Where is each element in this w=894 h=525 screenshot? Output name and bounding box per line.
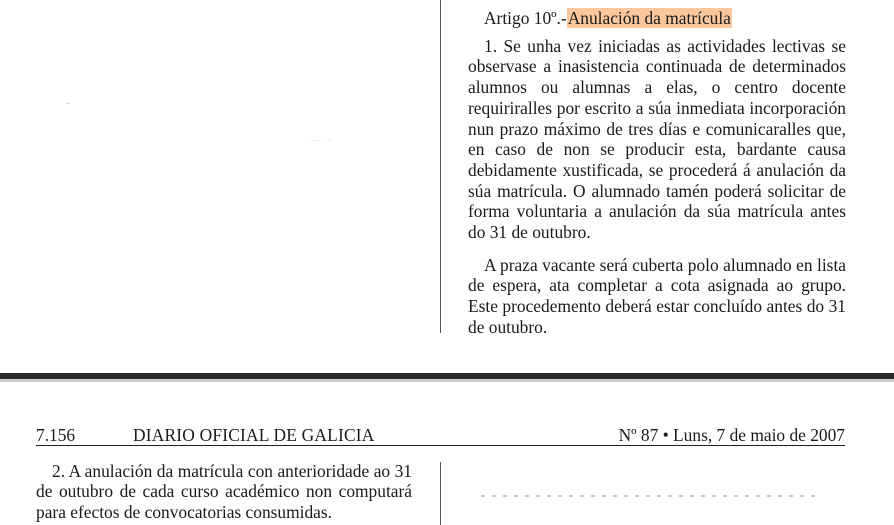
running-header: [36, 425, 845, 447]
header-page-number: 7.156: [36, 425, 76, 445]
column-divider: [440, 0, 441, 333]
column-divider-bottom: [440, 462, 441, 525]
faint-bleed-through-line: [481, 495, 821, 497]
article-number: Artigo 10º.-: [484, 8, 567, 28]
scan-speck: [66, 103, 69, 104]
faint-bleed-through-mark: ····· ··: [308, 137, 335, 145]
header-issue-date: Nº 87 • Luns, 7 de maio de 2007: [618, 425, 845, 445]
article-paragraph-2: A praza vacante será cuberta polo alumnado en lista de espera, ata completar a cota asignada ao grupo. Este procedemento deberá estar concluído antes do 31 de outubro.: [468, 254, 846, 337]
header-rule: [36, 445, 845, 446]
page-break-shadow: [0, 379, 894, 382]
article-paragraph-1: 1. Se unha vez iniciadas as actividades lectivas se observase a inasistencia continuada de determinados alumnos ou alumnas a elas, o centro docente requiriralles por escrito a súa inmediata incorporación nun prazo máximo de tres días e comunicaralles que, en caso de non se producir esta, bardante causa debidamente xustificada, se procederá á anulación da súa matrícula. O alumnado tamén poderá solicitar de forma voluntaria a anulación da súa matrícula antes do 31 de outubro.: [468, 35, 846, 243]
article-title-highlighted: Anulación da matrícula: [567, 8, 731, 28]
header-journal-name: DIARIO OFICIAL DE GALICIA: [133, 425, 375, 445]
article-10: [468, 8, 846, 338]
next-page-paragraph: 2. A anulación da matrícula con anterioridade ao 31 de outubro de cada curso académico non computará para efectos de convocatorias consumidas.: [36, 461, 412, 522]
article-heading: [484, 8, 846, 29]
